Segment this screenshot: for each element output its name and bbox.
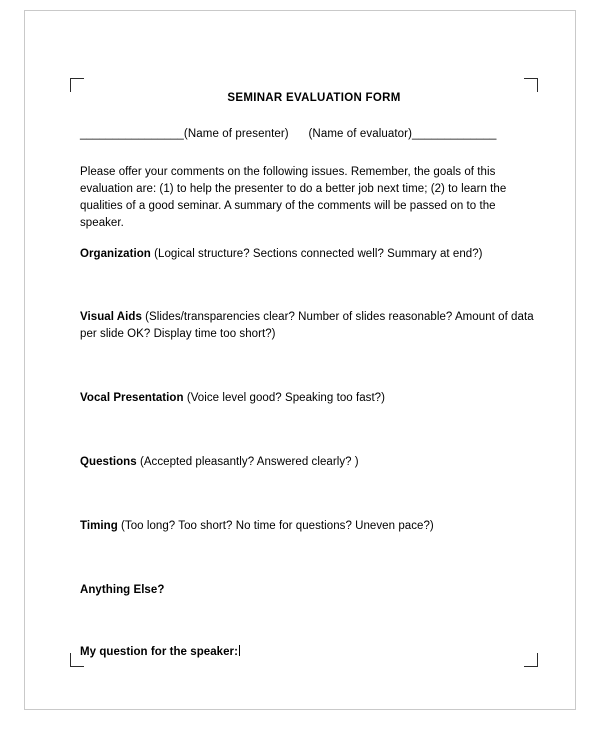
section-label-my-question: My question for the speaker: <box>80 646 238 658</box>
section-label-anything-else: Anything Else? <box>80 584 165 596</box>
section-label-organization: Organization <box>80 248 151 260</box>
instructions-paragraph: Please offer your comments on the following issues. Remember, the goals of this evaluation are: (1) to help the presenter to do a better job next time; (2) to learn the qualities of a good seminar. A summary of the comments will be passed on to the speaker. <box>80 166 507 229</box>
section-label-visual-aids: Visual Aids <box>80 311 142 323</box>
section-hint-vocal-presentation: (Voice level good? Speaking too fast?) <box>186 392 386 404</box>
document-body <box>80 92 536 661</box>
crop-mark-top-right <box>524 78 538 92</box>
section-label-timing: Timing <box>80 520 118 532</box>
section-visual-aids <box>80 309 536 343</box>
section-anything-else <box>80 582 536 599</box>
section-label-vocal-presentation: Vocal Presentation <box>80 392 184 404</box>
section-timing <box>80 518 536 535</box>
section-hint-questions: (Accepted pleasantly? Answered clearly? ) <box>139 456 359 468</box>
presenter-evaluator-name-line: ________________(Name of presenter) (Name of evaluator)_____________ <box>80 128 497 140</box>
crop-mark-top-left <box>70 78 84 92</box>
section-organization <box>80 246 536 263</box>
section-hint-organization: (Logical structure? Sections connected well? Summary at end?) <box>154 248 483 260</box>
section-vocal-presentation <box>80 390 536 407</box>
section-label-questions: Questions <box>80 456 137 468</box>
page-title: SEMINAR EVALUATION FORM <box>227 92 401 104</box>
text-cursor-caret <box>239 645 240 656</box>
section-my-question <box>80 644 536 661</box>
section-questions <box>80 454 536 471</box>
section-hint-visual-aids: (Slides/transparencies clear? Number of slides reasonable? Amount of data per slide OK? Display time too short?) <box>80 311 534 340</box>
section-hint-timing: (Too long? Too short? No time for questions? Uneven pace?) <box>121 520 434 532</box>
